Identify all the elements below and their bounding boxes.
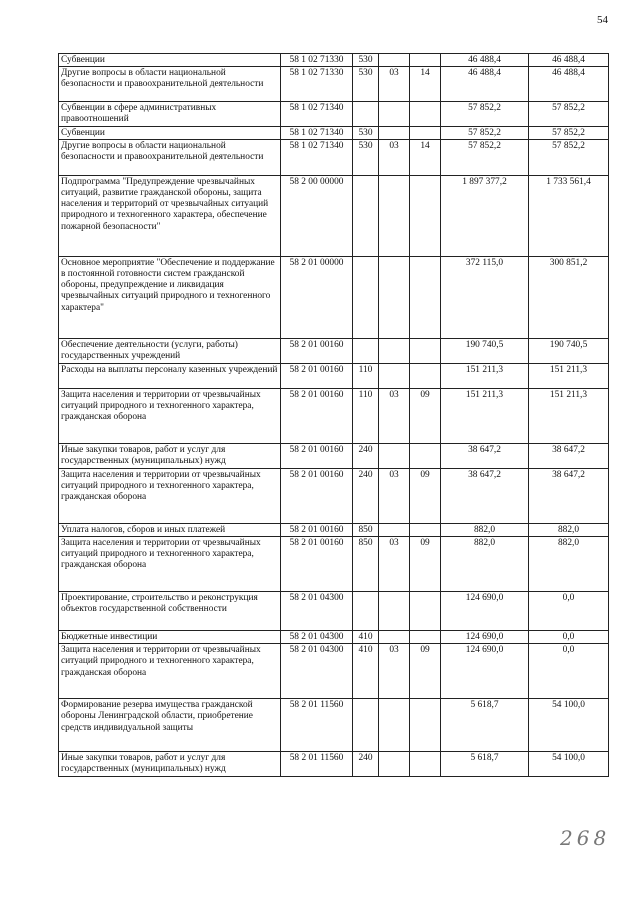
table-row [59, 363, 609, 388]
table-row [59, 468, 609, 523]
subsection-code-cell [410, 443, 441, 468]
expense-type-code-cell: 110 [353, 363, 379, 388]
expense-type-code-cell [353, 102, 379, 126]
table-row [59, 699, 609, 752]
row-name-cell: Субвенции [59, 126, 281, 139]
amount-year-1-cell: 57 852,2 [441, 126, 529, 139]
section-code-cell [379, 102, 410, 126]
page-number: 54 [597, 14, 608, 26]
budget-table-body [59, 54, 609, 777]
expense-type-code-cell [353, 338, 379, 363]
table-row [59, 256, 609, 338]
target-article-code-cell: 58 1 02 71340 [281, 139, 353, 175]
row-name-cell: Бюджетные инвестиции [59, 631, 281, 644]
amount-year-1-cell: 38 647,2 [441, 443, 529, 468]
amount-year-2-cell: 46 488,4 [529, 54, 609, 67]
section-code-cell: 03 [379, 388, 410, 443]
section-code-cell: 03 [379, 644, 410, 699]
amount-year-1-cell: 882,0 [441, 537, 529, 592]
subsection-code-cell [410, 631, 441, 644]
target-article-code-cell: 58 2 01 11560 [281, 699, 353, 752]
amount-year-1-cell: 57 852,2 [441, 139, 529, 175]
section-code-cell: 03 [379, 139, 410, 175]
expense-type-code-cell [353, 699, 379, 752]
target-article-code-cell: 58 1 02 71330 [281, 67, 353, 102]
table-row [59, 67, 609, 102]
table-row [59, 139, 609, 175]
expense-type-code-cell [353, 256, 379, 338]
amount-year-1-cell: 38 647,2 [441, 468, 529, 523]
amount-year-1-cell: 46 488,4 [441, 67, 529, 102]
amount-year-2-cell: 1 733 561,4 [529, 175, 609, 256]
subsection-code-cell [410, 256, 441, 338]
subsection-code-cell [410, 523, 441, 536]
row-name-cell: Уплата налогов, сборов и иных платежей [59, 523, 281, 536]
table-row [59, 388, 609, 443]
target-article-code-cell: 58 2 01 04300 [281, 644, 353, 699]
expense-type-code-cell: 530 [353, 139, 379, 175]
target-article-code-cell: 58 2 00 00000 [281, 175, 353, 256]
amount-year-2-cell: 151 211,3 [529, 388, 609, 443]
subsection-code-cell: 14 [410, 139, 441, 175]
table-row [59, 175, 609, 256]
amount-year-2-cell: 882,0 [529, 523, 609, 536]
section-code-cell: 03 [379, 537, 410, 592]
subsection-code-cell: 09 [410, 468, 441, 523]
amount-year-2-cell: 0,0 [529, 644, 609, 699]
amount-year-2-cell: 882,0 [529, 537, 609, 592]
subsection-code-cell [410, 54, 441, 67]
section-code-cell [379, 363, 410, 388]
subsection-code-cell [410, 175, 441, 256]
budget-table [58, 53, 609, 777]
subsection-code-cell: 14 [410, 67, 441, 102]
section-code-cell [379, 752, 410, 777]
amount-year-2-cell: 46 488,4 [529, 67, 609, 102]
subsection-code-cell [410, 338, 441, 363]
subsection-code-cell [410, 126, 441, 139]
expense-type-code-cell: 410 [353, 631, 379, 644]
amount-year-1-cell: 151 211,3 [441, 363, 529, 388]
row-name-cell: Расходы на выплаты персоналу казенных учреждений [59, 363, 281, 388]
table-row [59, 523, 609, 536]
table-row [59, 102, 609, 126]
row-name-cell: Обеспечение деятельности (услуги, работы) государственных учреждений [59, 338, 281, 363]
table-row [59, 537, 609, 592]
amount-year-1-cell: 124 690,0 [441, 592, 529, 631]
row-name-cell: Проектирование, строительство и реконструкция объектов государственной собственности [59, 592, 281, 631]
section-code-cell [379, 631, 410, 644]
section-code-cell: 03 [379, 468, 410, 523]
table-row [59, 443, 609, 468]
table-row [59, 54, 609, 67]
target-article-code-cell: 58 2 01 11560 [281, 752, 353, 777]
amount-year-2-cell: 57 852,2 [529, 126, 609, 139]
section-code-cell [379, 523, 410, 536]
table-row [59, 631, 609, 644]
expense-type-code-cell: 530 [353, 67, 379, 102]
row-name-cell: Другие вопросы в области национальной безопасности и правоохранительной деятельности [59, 139, 281, 175]
row-name-cell: Защита населения и территории от чрезвычайных ситуаций природного и техногенного характера, гражданская оборона [59, 537, 281, 592]
amount-year-1-cell: 124 690,0 [441, 644, 529, 699]
expense-type-code-cell: 240 [353, 468, 379, 523]
target-article-code-cell: 58 2 01 00160 [281, 388, 353, 443]
row-name-cell: Другие вопросы в области национальной безопасности и правоохранительной деятельности [59, 67, 281, 102]
subsection-code-cell: 09 [410, 388, 441, 443]
section-code-cell [379, 699, 410, 752]
expense-type-code-cell: 240 [353, 752, 379, 777]
handwritten-page-stamp: 268 [560, 826, 611, 850]
amount-year-1-cell: 372 115,0 [441, 256, 529, 338]
row-name-cell: Субвенции в сфере административных правоотношений [59, 102, 281, 126]
row-name-cell: Субвенции [59, 54, 281, 67]
target-article-code-cell: 58 2 01 00160 [281, 468, 353, 523]
row-name-cell: Иные закупки товаров, работ и услуг для государственных (муниципальных) нужд [59, 443, 281, 468]
amount-year-2-cell: 0,0 [529, 631, 609, 644]
subsection-code-cell: 09 [410, 537, 441, 592]
amount-year-2-cell: 57 852,2 [529, 139, 609, 175]
amount-year-2-cell: 190 740,5 [529, 338, 609, 363]
amount-year-2-cell: 151 211,3 [529, 363, 609, 388]
table-row [59, 752, 609, 777]
amount-year-2-cell: 57 852,2 [529, 102, 609, 126]
section-code-cell [379, 592, 410, 631]
section-code-cell [379, 256, 410, 338]
expense-type-code-cell: 240 [353, 443, 379, 468]
expense-type-code-cell: 410 [353, 644, 379, 699]
amount-year-1-cell: 1 897 377,2 [441, 175, 529, 256]
amount-year-2-cell: 38 647,2 [529, 443, 609, 468]
row-name-cell: Основное мероприятие "Обеспечение и поддержание в постоянной готовности систем гражданской обороны, предупреждение и ликвидация чрезвычайных ситуаций природного и техногенного характера" [59, 256, 281, 338]
amount-year-1-cell: 57 852,2 [441, 102, 529, 126]
target-article-code-cell: 58 2 01 00160 [281, 537, 353, 592]
row-name-cell: Защита населения и территории от чрезвычайных ситуаций природного и техногенного характера, гражданская оборона [59, 468, 281, 523]
expense-type-code-cell [353, 592, 379, 631]
section-code-cell: 03 [379, 67, 410, 102]
table-row [59, 338, 609, 363]
amount-year-1-cell: 5 618,7 [441, 752, 529, 777]
amount-year-1-cell: 882,0 [441, 523, 529, 536]
table-row [59, 644, 609, 699]
amount-year-2-cell: 300 851,2 [529, 256, 609, 338]
target-article-code-cell: 58 2 01 04300 [281, 592, 353, 631]
subsection-code-cell [410, 752, 441, 777]
row-name-cell: Защита населения и территории от чрезвычайных ситуаций природного и техногенного характера, гражданская оборона [59, 388, 281, 443]
expense-type-code-cell: 530 [353, 54, 379, 67]
expense-type-code-cell [353, 175, 379, 256]
subsection-code-cell: 09 [410, 644, 441, 699]
subsection-code-cell [410, 699, 441, 752]
section-code-cell [379, 54, 410, 67]
row-name-cell: Подпрограмма "Предупреждение чрезвычайных ситуаций, развитие гражданской обороны, защита населения и территорий от чрезвычайных ситуаций природного и техногенного характера, обеспечение пожарной безопасности" [59, 175, 281, 256]
section-code-cell [379, 338, 410, 363]
section-code-cell [379, 443, 410, 468]
amount-year-2-cell: 54 100,0 [529, 699, 609, 752]
target-article-code-cell: 58 2 01 00160 [281, 363, 353, 388]
amount-year-2-cell: 54 100,0 [529, 752, 609, 777]
amount-year-1-cell: 151 211,3 [441, 388, 529, 443]
section-code-cell [379, 126, 410, 139]
section-code-cell [379, 175, 410, 256]
subsection-code-cell [410, 592, 441, 631]
expense-type-code-cell: 110 [353, 388, 379, 443]
target-article-code-cell: 58 2 01 00160 [281, 523, 353, 536]
amount-year-1-cell: 46 488,4 [441, 54, 529, 67]
amount-year-1-cell: 124 690,0 [441, 631, 529, 644]
target-article-code-cell: 58 1 02 71340 [281, 126, 353, 139]
table-row [59, 592, 609, 631]
target-article-code-cell: 58 2 01 00000 [281, 256, 353, 338]
target-article-code-cell: 58 1 02 71340 [281, 102, 353, 126]
table-row [59, 126, 609, 139]
expense-type-code-cell: 850 [353, 537, 379, 592]
amount-year-1-cell: 5 618,7 [441, 699, 529, 752]
row-name-cell: Защита населения и территории от чрезвычайных ситуаций природного и техногенного характера, гражданская оборона [59, 644, 281, 699]
target-article-code-cell: 58 1 02 71330 [281, 54, 353, 67]
row-name-cell: Формирование резерва имущества гражданской обороны Ленинградской области, приобретение средств индивидуальной защиты [59, 699, 281, 752]
expense-type-code-cell: 850 [353, 523, 379, 536]
expense-type-code-cell: 530 [353, 126, 379, 139]
amount-year-1-cell: 190 740,5 [441, 338, 529, 363]
row-name-cell: Иные закупки товаров, работ и услуг для государственных (муниципальных) нужд [59, 752, 281, 777]
target-article-code-cell: 58 2 01 00160 [281, 338, 353, 363]
subsection-code-cell [410, 102, 441, 126]
amount-year-2-cell: 38 647,2 [529, 468, 609, 523]
amount-year-2-cell: 0,0 [529, 592, 609, 631]
subsection-code-cell [410, 363, 441, 388]
target-article-code-cell: 58 2 01 04300 [281, 631, 353, 644]
target-article-code-cell: 58 2 01 00160 [281, 443, 353, 468]
